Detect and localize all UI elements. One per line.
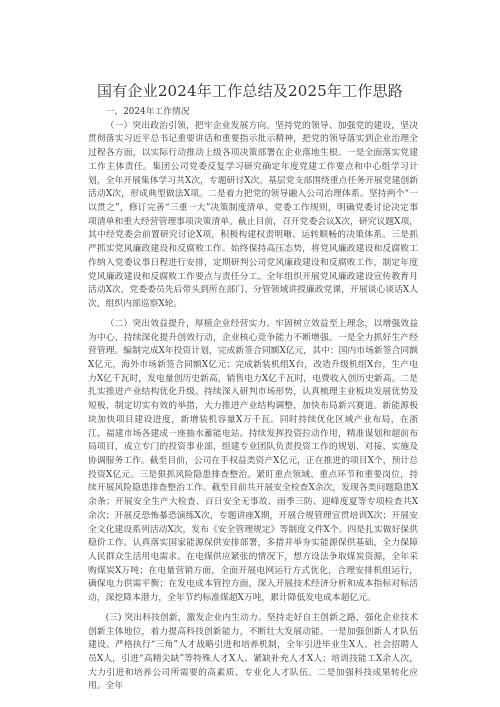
document-title: 国有企业2024年工作总结及2025年工作思路: [97, 82, 403, 100]
paragraph-3: (三) 突出科技创新，激发企业内生动力。坚持走好自主创新之路，强化企业技术创新主体地位，着力提高科技创新能力，不断壮大发展动能。一是加强创新人才队伍建设。严格执行“三角”人才战略引进和培养机制，全年引进毕业生X人、社会招聘人员X人，引进“高精尖缺”等特殊人才X人、紧缺补充人才X人；培训技能工X余人次，大力引进和培养公司所需要的高素质、专业化人才队伍。二是加强科技成果转化应用。全年: [88, 612, 418, 692]
document-body: [88, 106, 418, 694]
section-heading: 一、2024年工作情况: [105, 107, 190, 117]
paragraph-2: （二）突出效益提升，厚植企业经营实力。牢固树立效益至上理念，以增强效益为中心，持续深化提升创效行动，企业核心竞争能力不断增强。一是全力抓好生产经营管理。编制完成X年投资计划，完成新签合同额X亿元，其中：国内市场新签合同额X亿元，海外市场新签合同额X亿元；完成新装机组X台，改造升级机组X台，生产电力X亿千瓦时，发电量创历史新高，销售电力X亿千瓦时，电费收入创历史新高。二是扎实推进产业结构优化升级。持续深入研判市场形势，认真梳理主业板块发展优势及短板，制定切实有效的举措，大力推进产业结构调整，加快布局新兴赛道。新能源板块加快项目建设进度，新增装机容量X万千瓦。同时持续优化区域产业布局，在浙江、福建市场各建成一座抽水蓄能电站。持续发挥投资拉动作用，精准谋划和超前布局项目，成立专门的投资事业部，组建专业团队负责投资工作的规划、对接、实施及协调服务工作。截至目前，公司在手权益类资产X亿元，正在推进的项目X个，预计总投资X亿元。三是狠抓风险隐患排查整治。紧盯重点领域、重点环节和重要岗位，持续开展风险隐患排查整治工作。截至目前共开展安全检查X余次，发现各类问题隐患X余条；开展安全生产大检查、百日安全无事故、雨季三防、迎峰度夏等专项检查共X余次；开展反恐怖暴恐演练X次，专题讲座X期，开展合规管理宣贯培训X次；开展安全文化建设系列活动X次，发布《安全管理规定》等制度文件X个。四是扎实做好保供稳价工作。认真落实国家能源保供安排部署，多措并举夯实能源保供基础，全力保障人民群众生活用电需求。在电煤供应紧张的情况下，想方设法争取煤炭资源，全年采购煤炭X万吨；在电量营销方面，全面开展电网运行方式优化，合理安排机组运行，确保电力供需平衡；在发电成本管控方面，深入开展技术经济分析和成本指标对标活动，深挖降本潜力，全年节约标准煤超X万吨，累计降低发电成本超亿元。: [88, 318, 418, 604]
paragraph-1: （一）突出政治引领，把牢企业发展方向。坚持党的领导、加强党的建设，坚决贯彻落实习近平总书记重要讲话和重要指示批示精神，把党的领导落实到企业治理全过程各方面，以实际行动推动上级各项决策部署在企业落地生根。一是全面落实党建工作主体责任。集团公司党委反复学习研究确定年度党建工作要点和中心组学习计划，全年开展集体学习共X次，专题研讨X次。基层党支部围绕重点任务开展党建创新活动X次，形成典型做法X项。二是着力把党的领导融入公司治理体系。坚持两个“一以贯之”，修订完善“三重一大”决策制度清单、党委工作规则，明确党委讨论决定事项清单和重大经营管理事项决策清单。截止目前，召开党委会议X次，研究议题X项，其中经党委会前置研究讨论X项，积极构建权责明晰、运转顺畅的决策体系。三是抓严抓实党风廉政建设和反腐败工作。始终保持高压态势，将党风廉政建设和反腐败工作纳入党委议事日程进行安排，定期研判公司党风廉政建设和反腐败工作，制定年度党风廉政建设和反腐败工作要点与责任分工。全年组织开展党风廉政建设宣传教育月活动X次，党委委员先后带头到所在部门、分管领域讲授廉政党课，开展谈心谈话X人次，组织内部巡察X轮。: [88, 120, 418, 310]
